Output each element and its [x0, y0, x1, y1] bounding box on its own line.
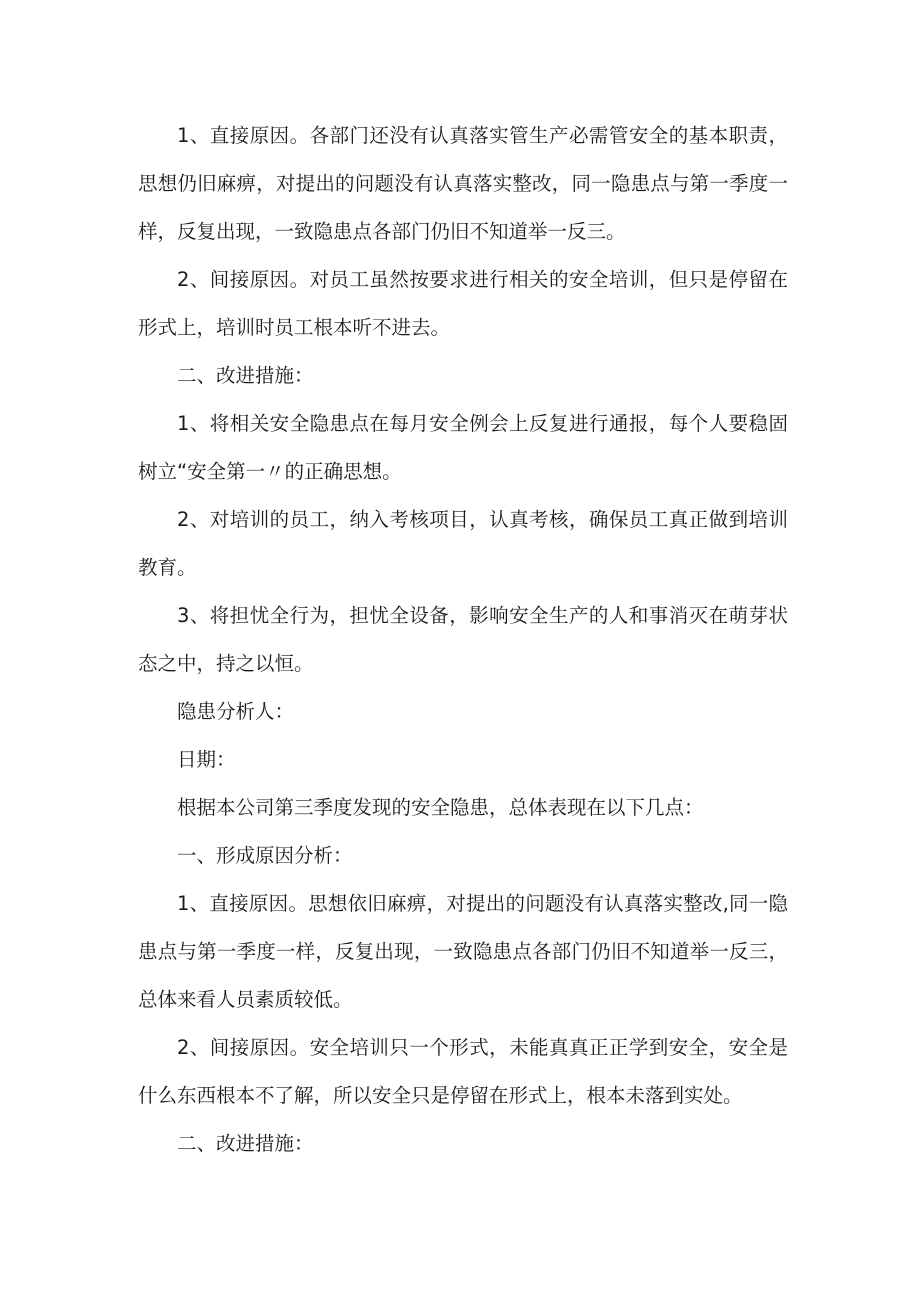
paragraph-direct-cause-1: 1、直接原因。各部门还没有认真落实管生产必需管安全的基本职责，思想仍旧麻痹，对提出的问题没有认真落实整改，同一隐患点与第一季度一样，反复出现，一致隐患点各部门仍旧不知道举一反三。 — [138, 124, 788, 243]
paragraph-measure-1: 1、将相关安全隐患点在每月安全例会上反复进行通报，每个人要稳固树立“安全第一〃的正确思想。 — [138, 412, 788, 483]
paragraph-indirect-cause-1: 2、间接原因。对员工虽然按要求进行相关的安全培训，但只是停留在形式上，培训时员工根本听不进去。 — [138, 268, 788, 339]
heading-improvement-measures-2: 二、改进措施： — [177, 1132, 314, 1155]
paragraph-q3-summary: 根据本公司第三季度发现的安全隐患，总体表现在以下几点： — [177, 796, 704, 819]
label-date: 日期： — [177, 748, 236, 771]
document-page — [138, 112, 788, 1168]
paragraph-measure-3: 3、将担忧全行为，担忧全设备，影响安全生产的人和事消灭在萌芽状态之中，持之以恒。 — [138, 604, 788, 675]
paragraph-direct-cause-2: 1、直接原因。思想依旧麻痹，对提出的问题没有认真落实整改,同一隐患点与第一季度一样，反复出现，一致隐患点各部门仍旧不知道举一反三，总体来看人员素质较低。 — [138, 892, 788, 1011]
heading-improvement-measures-1: 二、改进措施： — [177, 364, 314, 387]
paragraph-measure-2: 2、对培训的员工，纳入考核项目，认真考核，确保员工真正做到培训教育。 — [138, 508, 788, 579]
heading-cause-analysis: 一、形成原因分析： — [177, 844, 353, 867]
label-analyst: 隐患分析人： — [177, 700, 295, 723]
paragraph-indirect-cause-2: 2、间接原因。安全培训只一个形式，未能真真正正学到安全，安全是什么东西根本不了解，所以安全只是停留在形式上，根本未落到实处。 — [138, 1036, 788, 1107]
